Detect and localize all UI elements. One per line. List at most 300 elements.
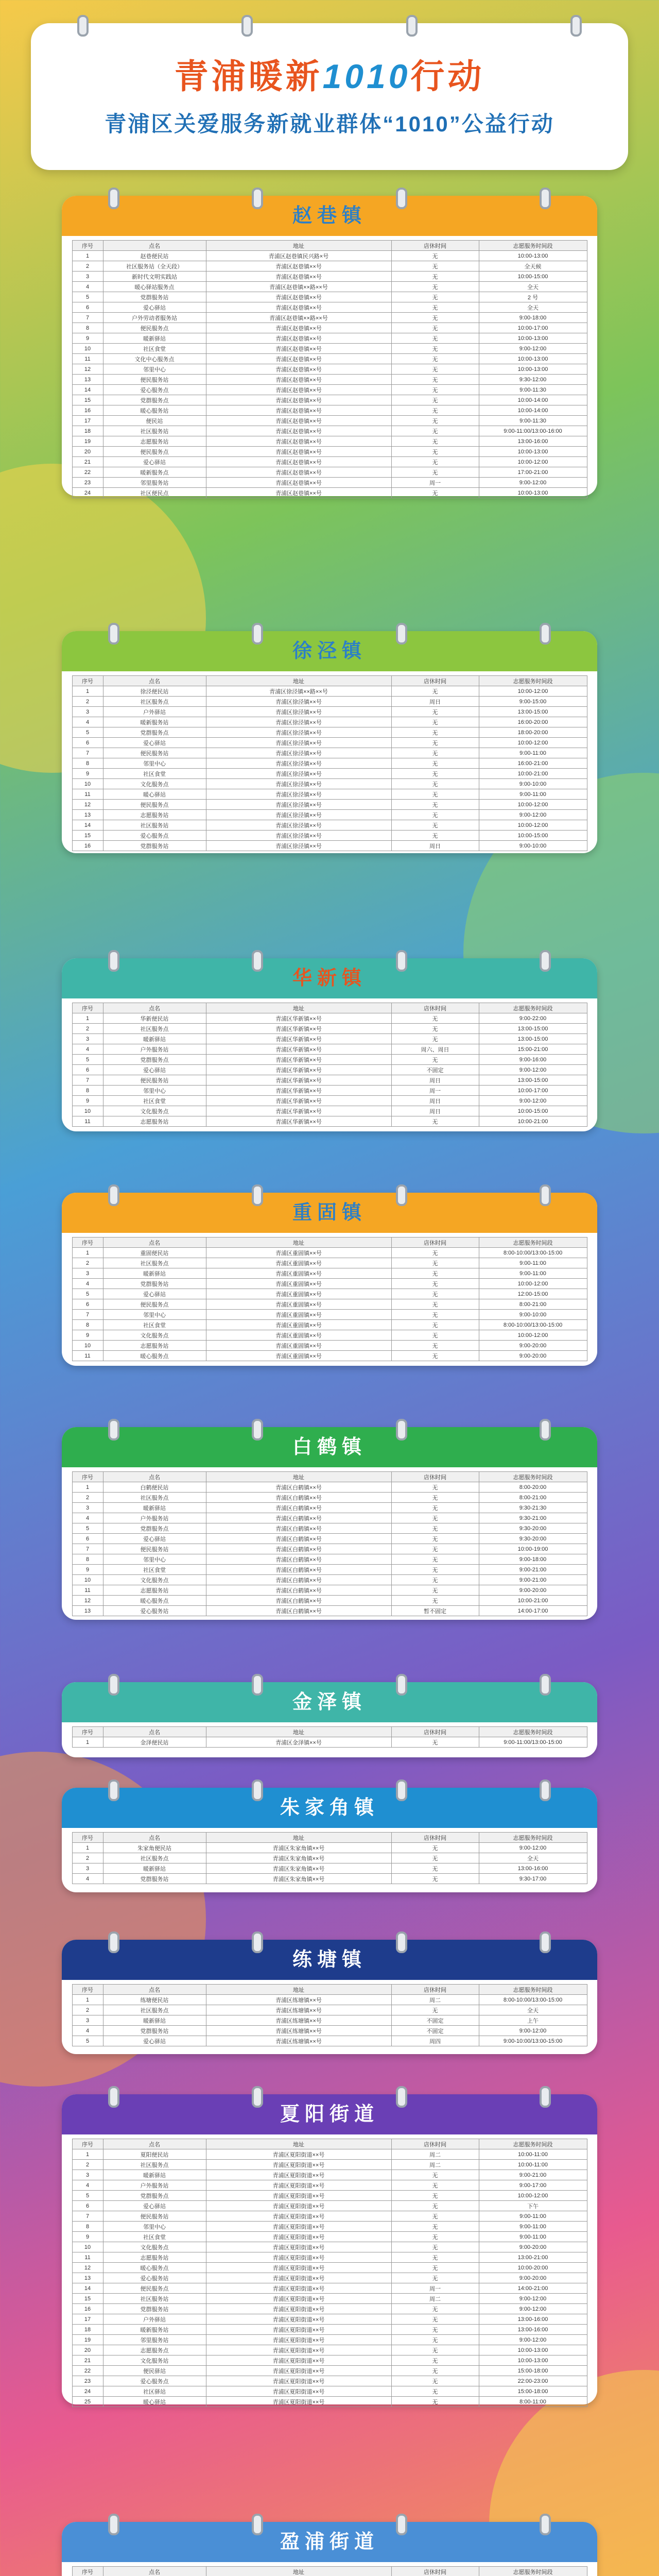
table-cell: 18 [72,2325,103,2335]
table-cell: 暖新服务站 [103,2325,206,2335]
table-cell: 无 [391,1843,479,1853]
column-header: 店休时间 [391,2139,479,2149]
table-row [72,1075,587,1086]
table-cell: 青浦区夏阳街道××号 [206,2345,391,2355]
table-cell: 志愿服务点 [103,2345,206,2355]
table-row [72,2376,587,2386]
table-cell: 13 [72,2273,103,2283]
table-cell: 9:00-12:00 [479,1843,587,1853]
table-cell: 13:00-16:00 [479,1863,587,1874]
table-row [72,1534,587,1544]
binder-rings [62,1931,597,1953]
table-cell: 全天 [479,1853,587,1863]
table-row [72,2386,587,2397]
table-cell: 暖新驿站 [103,1034,206,1044]
table-header-row [72,2139,587,2149]
column-header: 序号 [72,1985,103,1995]
table-cell: 10:00-13:00 [479,251,587,261]
table-cell: 9:00-11:00 [479,748,587,758]
table-cell: 青浦区夏阳街道××号 [206,2222,391,2232]
table-cell: 便民服务点 [103,800,206,810]
binder-ring [406,15,418,37]
table-cell: 6 [72,1065,103,1075]
table-cell: 社区服务站 [103,2294,206,2304]
table-cell: 爱心驿站 [103,738,206,748]
table-cell: 无 [391,1299,479,1310]
table-cell: 10:00-12:00 [479,686,587,697]
table-cell: 无 [391,2191,479,2201]
table-cell: 1 [72,1843,103,1853]
table-cell: 9:00-10:00 [479,1310,587,1320]
table-row [72,707,587,717]
table-cell: 暖新驿站 [103,1863,206,1874]
table-cell: 青浦区重固镇××号 [206,1310,391,1320]
table-cell: 青浦区徐泾镇××号 [206,758,391,769]
table-cell: 无 [391,2222,479,2232]
table-cell: 暖心驿站服务点 [103,282,206,292]
table-cell: 9 [72,1565,103,1575]
table-cell: 13:00-21:00 [479,2252,587,2263]
table-cell: 爱心服务点 [103,2376,206,2386]
town-title: 朱家角镇 [62,1788,597,1828]
table-row [72,686,587,697]
table-cell: 13:00-15:00 [479,707,587,717]
table-row [72,2252,587,2263]
table-cell: 15 [72,831,103,841]
column-header: 志愿服务时间段 [479,676,587,686]
table-cell: 无 [391,1351,479,1361]
table-cell: 无 [391,1737,479,1748]
binder-ring [108,623,119,645]
table-cell: 2 [72,697,103,707]
table-cell: 15:00-18:00 [479,2366,587,2376]
table-cell: 无 [391,1575,479,1585]
table-cell: 10:00-21:00 [479,1596,587,1606]
table-row [72,1013,587,1024]
table-cell: 白鹤便民站 [103,1482,206,1493]
table-cell: 10 [72,1575,103,1585]
table-cell: 青浦区夏阳街道××号 [206,2304,391,2314]
column-header: 点名 [103,1727,206,1737]
table-cell: 青浦区朱家角镇××号 [206,1874,391,1884]
table-cell: 9:00-12:00 [479,2294,587,2304]
table-cell: 暂不固定 [391,1606,479,1616]
column-header: 地址 [206,676,391,686]
table-cell: 9:00-11:00/13:00-16:00 [479,426,587,436]
table-cell: 青浦区白鹤镇××号 [206,1534,391,1544]
table-cell: 无 [391,354,479,364]
table-cell: 9:00-11:30 [479,385,587,395]
table-cell: 便民服务站 [103,1075,206,1086]
site-table [72,1726,587,1748]
table-cell: 10:00-13:00 [479,364,587,375]
column-header: 点名 [103,1472,206,1482]
table-cell: 无 [391,1853,479,1863]
table-cell: 13 [72,810,103,820]
column-header: 志愿服务时间段 [479,1833,587,1843]
table-cell: 青浦区夏阳街道××号 [206,2386,391,2397]
table-cell: 10:00-13:00 [479,354,587,364]
table-cell: 不固定 [391,1065,479,1075]
table-cell: 邻里中心 [103,364,206,375]
table-row [72,1523,587,1534]
table-row [72,789,587,800]
table-cell: 17 [72,416,103,426]
table-cell: 10:00-12:00 [479,1330,587,1341]
binder-ring [252,623,263,645]
table-row [72,1737,587,1748]
table-cell: 党群服务点 [103,1055,206,1065]
table-cell: 无 [391,1523,479,1534]
binder-ring [540,1780,551,1801]
table-cell: 9:00-12:00 [479,1065,587,1075]
table-cell: 青浦区赵巷镇××路××号 [206,313,391,323]
table-cell: 青浦区白鹤镇××号 [206,1596,391,1606]
column-header: 地址 [206,1985,391,1995]
table-cell: 青浦区夏阳街道××号 [206,2355,391,2366]
table-cell: 社区食堂 [103,1565,206,1575]
column-header: 点名 [103,1833,206,1843]
table-cell: 爱心驿站 [103,1065,206,1075]
table-cell: 青浦区华新镇××号 [206,1075,391,1086]
table-cell: 周日 [391,1106,479,1116]
table-cell: 19 [72,436,103,447]
table-cell: 18:00-20:00 [479,727,587,738]
table-row [72,2397,587,2407]
table-cell: 爱心驿站 [103,2201,206,2211]
table-cell: 8 [72,758,103,769]
binder-rings [62,2086,597,2108]
table-cell: 无 [391,447,479,457]
table-cell: 青浦区夏阳街道××号 [206,2201,391,2211]
table-cell: 13:00-15:00 [479,1075,587,1086]
table-row [72,467,587,478]
table-cell: 无 [391,1024,479,1034]
binder-ring [108,2514,119,2535]
table-cell: 9:00-20:00 [479,1351,587,1361]
table-cell: 无 [391,820,479,831]
table-header-row [72,1727,587,1737]
table-cell: 9:00-21:00 [479,1565,587,1575]
table-cell: 爱心服务站 [103,2273,206,2283]
table-cell: 邻里中心 [103,1310,206,1320]
table-cell: 全天 [479,282,587,292]
table-cell: 10:00-20:00 [479,2263,587,2273]
table-cell: 1 [72,1248,103,1258]
table-cell: 青浦区夏阳街道××号 [206,2252,391,2263]
table-row [72,820,587,831]
table-row [72,697,587,707]
table-cell: 户外驿站 [103,2314,206,2325]
table-row [72,717,587,727]
binder-rings [62,1780,597,1801]
table-cell: 1 [72,1737,103,1748]
table-cell: 青浦区夏阳街道××号 [206,2263,391,2273]
binder-ring [396,1674,407,1696]
table-cell: 无 [391,1596,479,1606]
binder-rings [31,15,628,37]
table-cell: 文化服务点 [103,1106,206,1116]
binder-ring [540,1184,551,1206]
table-cell: 社区服务点 [103,1853,206,1863]
town-title: 白鹤镇 [62,1427,597,1467]
town-title: 赵巷镇 [62,196,597,236]
binder-ring [396,2514,407,2535]
table-cell: 青浦区重固镇××号 [206,1279,391,1289]
table-row [72,478,587,488]
table-cell: 22 [72,2366,103,2376]
table-cell: 无 [391,1503,479,1513]
table-cell: 暖心服务点 [103,2263,206,2273]
table-row [72,1565,587,1575]
table-row [72,354,587,364]
table-cell: 青浦区赵巷镇××号 [206,261,391,272]
table-row [72,2345,587,2355]
table-row [72,457,587,467]
table-row [72,1874,587,1884]
table-cell: 无 [391,2386,479,2397]
table-row [72,1330,587,1341]
table-cell: 12 [72,364,103,375]
table-cell: 10:00-15:00 [479,272,587,282]
table-row [72,1493,587,1503]
table-cell: 1 [72,251,103,261]
table-cell: 邻里服务站 [103,478,206,488]
table-cell: 8:00-10:00/13:00-15:00 [479,1320,587,1330]
table-cell: 青浦区赵巷镇××号 [206,478,391,488]
table-cell: 文化服务站 [103,2355,206,2366]
table-cell: 9 [72,333,103,344]
table-cell: 6 [72,738,103,748]
table-cell: 无 [391,769,479,779]
table-cell: 9:30-17:00 [479,1874,587,1884]
table-row [72,841,587,851]
table-cell: 3 [72,1863,103,1874]
town-card [62,196,597,496]
table-cell: 青浦区徐泾镇××号 [206,769,391,779]
column-header: 店休时间 [391,676,479,686]
table-row [72,1341,587,1351]
table-cell: 13:00-16:00 [479,2325,587,2335]
table-cell: 社区食堂 [103,769,206,779]
table-cell: 17:00-21:00 [479,467,587,478]
binder-ring [252,1184,263,1206]
table-row [72,1995,587,2005]
table-header-row [72,241,587,251]
table-cell: 9:00-18:00 [479,313,587,323]
table-row [72,1116,587,1127]
table-cell: 无 [391,1279,479,1289]
table-cell: 7 [72,313,103,323]
table-cell: 8:00-10:00/13:00-15:00 [479,1995,587,2005]
table-cell: 21 [72,2355,103,2366]
table-cell: 党群服务站 [103,841,206,851]
table-cell: 无 [391,717,479,727]
table-cell: 16:00-21:00 [479,758,587,769]
table-cell: 爱心服务站 [103,1606,206,1616]
binder-ring [252,188,263,209]
binder-rings [62,623,597,645]
column-header: 地址 [206,1238,391,1248]
table-cell: 9:30-12:00 [479,375,587,385]
table-cell: 2 [72,1853,103,1863]
table-cell: 青浦区赵巷镇××号 [206,488,391,498]
table-row [72,272,587,282]
binder-ring [570,15,582,37]
table-row [72,1258,587,1268]
table-cell: 青浦区徐泾镇××路××号 [206,686,391,697]
table-cell: 4 [72,1513,103,1523]
binder-ring [108,1419,119,1440]
table-row [72,488,587,498]
table-cell: 9:00-16:00 [479,1055,587,1065]
table-cell: 无 [391,457,479,467]
table-row [72,2232,587,2242]
table-cell: 无 [391,2397,479,2407]
page-subtitle: 青浦区关爱服务新就业群体“1010”公益行动 [105,112,554,136]
table-row [72,1096,587,1106]
table-row [72,1065,587,1075]
column-header: 店休时间 [391,1238,479,1248]
table-cell: 全天 [479,302,587,313]
table-cell: 无 [391,1544,479,1554]
table-cell: 青浦区重固镇××号 [206,1341,391,1351]
table-cell: 周日 [391,841,479,851]
table-row [72,385,587,395]
table-row [72,1248,587,1258]
table-cell: 青浦区赵巷镇××号 [206,416,391,426]
table-row [72,1044,587,1055]
column-header: 志愿服务时间段 [479,2139,587,2149]
table-row [72,2005,587,2015]
table-cell: 青浦区夏阳街道××号 [206,2273,391,2283]
table-header-row [72,676,587,686]
binder-ring [108,1931,119,1953]
column-header: 志愿服务时间段 [479,1985,587,1995]
table-cell: 10:00-21:00 [479,769,587,779]
table-cell: 9 [72,1330,103,1341]
table-cell: 15:00-21:00 [479,1044,587,1055]
table-cell: 24 [72,2386,103,2397]
table-cell: 无 [391,1248,479,1258]
table-cell: 11 [72,2252,103,2263]
table-cell: 青浦区夏阳街道××号 [206,2160,391,2170]
table-cell: 9:00-12:00 [479,810,587,820]
table-row [72,1289,587,1299]
binder-ring [396,950,407,972]
table-row [72,810,587,820]
table-cell: 暖新驿站 [103,1503,206,1513]
table-cell: 无 [391,416,479,426]
table-cell: 8:00-20:00 [479,1482,587,1493]
table-row [72,261,587,272]
table-cell: 青浦区华新镇××号 [206,1044,391,1055]
table-cell: 13 [72,1606,103,1616]
table-cell: 便民服务点 [103,1299,206,1310]
table-row [72,426,587,436]
table-cell: 10:00-12:00 [479,820,587,831]
table-cell: 16:00-20:00 [479,717,587,727]
table-cell: 志愿服务站 [103,1341,206,1351]
table-cell: 社区食堂 [103,344,206,354]
table-cell: 社区服务点 [103,2005,206,2015]
table-cell: 9:00-11:00 [479,2232,587,2242]
table-cell: 7 [72,1075,103,1086]
table-cell: 12 [72,800,103,810]
table-cell: 9:00-17:00 [479,2180,587,2191]
table-cell: 9:00-20:00 [479,2242,587,2252]
table-cell: 无 [391,2211,479,2222]
table-row [72,1503,587,1513]
table-cell: 便民服务站 [103,1544,206,1554]
table-cell: 9:00-10:00/13:00-15:00 [479,2036,587,2046]
column-header: 店休时间 [391,241,479,251]
table-cell: 10:00-19:00 [479,1544,587,1554]
table-cell: 无 [391,1554,479,1565]
column-header: 志愿服务时间段 [479,241,587,251]
table-cell: 青浦区赵巷镇××号 [206,323,391,333]
table-cell: 无 [391,272,479,282]
table-cell: 党群服务点 [103,395,206,405]
table-row [72,1320,587,1330]
table-cell: 9:00-12:00 [479,2335,587,2345]
table-cell: 2 [72,2005,103,2015]
table-cell: 10:00-13:00 [479,2355,587,2366]
table-cell: 青浦区白鹤镇××号 [206,1513,391,1523]
table-cell: 爱心驿站 [103,2036,206,2046]
table-cell: 10 [72,1341,103,1351]
table-cell: 15:00-18:00 [479,2386,587,2397]
header-card [31,23,628,170]
table-cell: 10 [72,1106,103,1116]
town-card [62,2522,597,2576]
binder-ring [252,1419,263,1440]
table-cell: 14 [72,820,103,831]
table-cell: 青浦区徐泾镇××号 [206,717,391,727]
table-row [72,2026,587,2036]
table-cell: 10:00-12:00 [479,800,587,810]
table-cell: 10 [72,344,103,354]
table-cell: 青浦区徐泾镇××号 [206,841,391,851]
table-cell: 8 [72,1320,103,1330]
table-cell: 户外服务站 [103,1513,206,1523]
table-cell: 文化服务点 [103,1575,206,1585]
table-cell: 9:00-11:30 [479,416,587,426]
column-header: 序号 [72,1238,103,1248]
site-table [72,1984,587,2046]
site-table [72,1003,587,1127]
table-cell: 9:00-15:00 [479,697,587,707]
table-cell: 社区服务站 [103,820,206,831]
table-cell: 青浦区练塘镇××号 [206,2026,391,2036]
table-row [72,1482,587,1493]
table-cell: 青浦区白鹤镇××号 [206,1575,391,1585]
table-cell: 暖心服务站 [103,405,206,416]
table-cell: 党群服务点 [103,2191,206,2201]
table-row [72,2335,587,2345]
table-cell: 无 [391,313,479,323]
site-table [72,1237,587,1361]
table-cell: 不固定 [391,2026,479,2036]
table-cell: 2 [72,2160,103,2170]
column-header: 地址 [206,241,391,251]
table-cell: 16 [72,2304,103,2314]
table-cell: 便民服务点 [103,2283,206,2294]
table-row [72,1268,587,1279]
table-cell: 无 [391,2335,479,2345]
table-cell: 周六、周日 [391,1044,479,1055]
table-cell: 9:00-10:00 [479,779,587,789]
